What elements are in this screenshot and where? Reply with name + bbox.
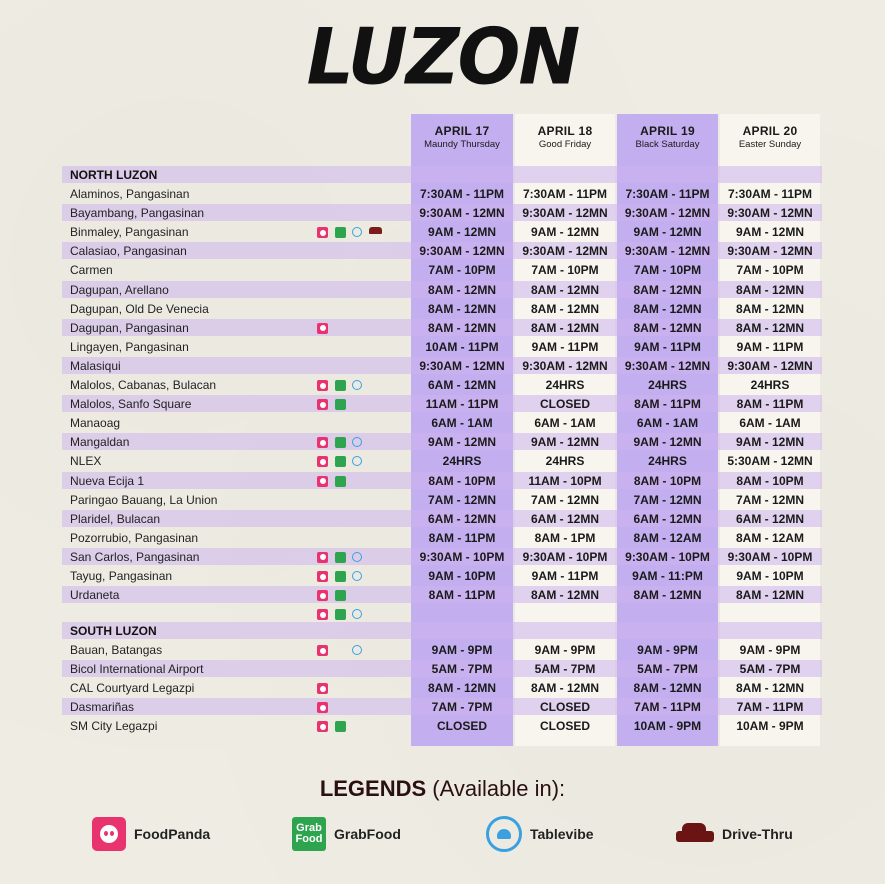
hours-cell: 9:30AM - 12MN [419,244,505,259]
hours-cell: 10AM - 9PM [736,719,804,734]
hours-cell: 7AM - 11PM [736,700,804,715]
hours-cell: 6AM - 1AM [534,416,596,431]
hours-cell: 8AM - 12AM [735,530,804,545]
hours-cell: 9:30AM - 12MN [727,358,813,373]
grabfood-icon [335,456,346,467]
hours-cell: 24HRS [750,378,790,392]
grabfood-icon [335,552,346,563]
grabfood-icon [335,437,346,448]
column-header-april-18 [515,114,615,168]
location-name: SM City Legazpi [70,719,158,734]
foodpanda-icon [317,399,328,410]
drive-thru-icon [369,227,382,234]
location-name: Bayambang, Pangasinan [70,206,205,221]
hours-cell: 6AM - 12MN [427,378,496,392]
hours-cell: 8AM - 12MN [530,320,599,335]
hours-cell: 8AM - 12MN [633,588,702,603]
hours-cell: CLOSED [539,719,590,734]
hours-cell: 9:30AM - 10PM [522,549,608,564]
hours-cell: 24HRS [648,378,687,392]
hours-cell: 9AM - 10PM [428,569,496,583]
hours-cell: 24HRS [648,454,687,469]
location-name: Pozorrubio, Pangasinan [70,530,199,545]
column-date: APRIL 17 [434,124,490,138]
hours-cell: 9AM - 12MN [735,225,804,240]
legend-foodpanda [92,816,210,852]
drive-thru-icon [676,823,714,845]
location-name: Binmaley, Pangasinan [70,225,189,240]
legend-title [0,776,885,802]
hours-cell: 11AM - 11PM [425,397,499,412]
hours-cell: 8AM - 10PM [428,473,496,488]
hours-cell: 7AM - 11PM [634,700,701,715]
page-title: LUZON [306,11,579,103]
hours-cell: 8AM - 1PM [534,530,596,545]
column-date: APRIL 19 [640,124,695,138]
section-header-north: NORTH LUZON [70,168,158,182]
hours-cell: 5:30AM - 12MN [727,454,813,469]
column-subtitle: Maundy Thursday [424,139,500,150]
hours-cell: 8AM - 12MN [427,681,496,696]
foodpanda-icon [92,817,126,851]
hours-cell: 9:30AM - 12MN [624,358,711,373]
location-name: Urdaneta [70,588,120,603]
hours-cell: 9:30AM - 10PM [625,549,710,564]
hours-cell: 9AM - 11PM [531,339,599,354]
column-date: APRIL 18 [537,124,593,138]
legend-label: Drive-Thru [722,826,793,842]
hours-cell: 9AM - 9PM [637,643,698,657]
location-name: Nueva Ecija 1 [70,473,145,488]
hours-cell: 9AM - 12MN [735,435,804,450]
hours-cell: 8AM - 12MN [735,282,804,297]
grabfood-icon: Grab Food [292,817,326,851]
location-name: Malolos, Sanfo Square [70,397,192,412]
hours-cell: 6AM - 12MN [530,511,599,526]
hours-cell: 9AM - 11PM [531,569,599,583]
location-name: Bicol International Airport [70,662,204,677]
hours-cell: 9AM - 12MN [530,435,599,450]
location-name: NLEX [70,454,102,469]
grabfood-icon [335,399,346,410]
hours-cell: 7:30AM - 11PM [522,187,608,201]
location-name: Lingayen, Pangasinan [70,339,189,354]
hours-cell: 8AM - 12MN [735,320,804,335]
column-subtitle: Easter Sunday [738,139,802,150]
hours-cell: 6AM - 1AM [636,416,699,431]
hours-cell: 24HRS [442,454,482,469]
hours-cell: 8AM - 12MN [633,301,702,316]
hours-cell: 5AM - 7PM [739,662,801,677]
hours-cell: CLOSED [539,700,590,715]
foodpanda-icon [317,609,328,620]
hours-cell: 9AM - 11PM [736,339,804,354]
legend-grabfood [292,816,401,852]
hours-cell: 6AM - 1AM [739,416,801,431]
location-name: Dagupan, Old De Venecia [70,301,209,316]
hours-cell: 7:30AM - 11PM [727,187,813,201]
location-name: Mangaldan [70,435,130,450]
hours-cell: 24HRS [545,454,585,469]
hours-cell: 6AM - 12MN [427,511,496,526]
legend-tablevibe [486,816,594,852]
column-header-april-17 [411,114,513,168]
foodpanda-icon [317,323,328,334]
hours-cell: 8AM - 11PM [428,588,496,603]
section-band-north [62,166,822,183]
foodpanda-icon [317,552,328,563]
hours-cell: 6AM - 1AM [431,416,493,431]
grabfood-icon [335,609,346,620]
foodpanda-icon [317,380,328,391]
tablevibe-icon [352,227,362,237]
legend-title-rest: (Available in): [426,776,566,801]
hours-cell: 10AM - 11PM [425,339,499,354]
hours-cell: 8AM - 12MN [427,320,496,335]
hours-cell: 7AM - 12MN [633,492,702,507]
hours-cell: 8AM - 12MN [530,282,599,297]
hours-cell: 9:30AM - 12MN [522,244,608,259]
legend-label: FoodPanda [134,826,211,842]
hours-cell: 24HRS [545,378,585,392]
tablevibe-icon [352,571,362,581]
hours-cell: 11AM - 10PM [528,473,602,488]
hours-cell: 9:30AM - 12MN [727,206,813,221]
column-subtitle: Black Saturday [635,139,700,150]
hours-cell: 9AM - 11PM [634,339,701,354]
section-band-south [62,622,822,639]
tablevibe-icon [352,645,362,655]
hours-cell: 8AM - 12MN [530,588,599,603]
hours-cell: 9AM - 9PM [739,643,801,657]
location-name: Malolos, Cabanas, Bulacan [70,378,217,392]
foodpanda-icon [317,645,328,656]
tablevibe-icon [352,456,362,466]
column-date: APRIL 20 [742,124,798,138]
foodpanda-icon [317,227,328,238]
location-name: Dasmariñas [70,700,135,715]
hours-cell: 8AM - 11PM [634,397,701,412]
foodpanda-icon [317,456,328,467]
hours-cell: 9:30AM - 10PM [727,549,813,564]
foodpanda-icon [317,702,328,713]
hours-cell: 7AM - 7PM [431,700,493,715]
grabfood-icon [335,380,346,391]
tablevibe-icon [352,380,362,390]
location-name: Calasiao, Pangasinan [70,244,187,259]
hours-cell: 6AM - 12MN [735,511,804,526]
hours-cell: 9AM - 12MN [633,435,702,450]
column-header-april-19 [617,114,718,168]
hours-cell: 8AM - 12MN [427,301,496,316]
hours-cell: 7AM - 10PM [633,263,702,278]
hours-cell: 8AM - 11PM [428,530,496,545]
hours-cell: 8AM - 12MN [735,588,804,603]
hours-cell: 9AM - 11:PM [632,569,703,583]
location-name: Dagupan, Arellano [70,282,169,297]
location-name: San Carlos, Pangasinan [70,549,200,564]
hours-cell: 9AM - 12MN [530,225,599,240]
tablevibe-icon [486,816,522,852]
hours-cell: 6AM - 12MN [633,511,702,526]
location-name: Malasiqui [70,358,121,373]
foodpanda-icon [317,571,328,582]
hours-cell: 8AM - 12MN [735,301,804,316]
location-name: Tayug, Pangasinan [70,569,173,583]
hours-cell: 9AM - 12MN [427,225,496,240]
hours-cell: 9:30AM - 12MN [419,206,505,221]
hours-cell: 7AM - 10PM [736,263,804,278]
column-subtitle: Good Friday [538,139,592,150]
grabfood-icon [335,721,346,732]
hours-cell: 9:30AM - 12MN [522,206,608,221]
hours-cell: 9AM - 9PM [431,643,493,657]
grabfood-icon [335,227,346,238]
tablevibe-icon [352,552,362,562]
legend-title-bold: LEGENDS [319,776,427,801]
section-header-south: SOUTH LUZON [70,624,157,638]
foodpanda-icon [317,590,328,601]
hours-cell: 9AM - 12MN [633,225,702,240]
hours-cell: 8AM - 10PM [736,473,804,488]
hours-cell: 8AM - 12AM [633,530,702,545]
hours-cell: 9AM - 10PM [736,569,804,583]
hours-cell: 9:30AM - 12MN [419,358,505,373]
hours-cell: CLOSED [539,397,590,412]
hours-cell: 5AM - 7PM [431,662,493,677]
hours-cell: 7:30AM - 11PM [419,187,505,201]
hours-cell: 9:30AM - 12MN [522,358,608,373]
hours-cell: 10AM - 9PM [633,719,702,734]
location-name: CAL Courtyard Legazpi [70,681,195,696]
hours-cell: 9:30AM - 10PM [419,549,505,564]
hours-cell: 9AM - 9PM [534,643,596,657]
location-name: Plaridel, Bulacan [70,511,161,526]
location-name: Dagupan, Pangasinan [70,320,189,335]
hours-cell: 8AM - 12MN [633,681,702,696]
grabfood-icon [335,476,346,487]
hours-cell: 9:30AM - 12MN [624,244,711,259]
hours-cell: 8AM - 12MN [530,301,599,316]
grabfood-icon [335,571,346,582]
hours-cell: 5AM - 7PM [534,662,596,677]
hours-cell: 7AM - 12MN [530,492,599,507]
foodpanda-icon [317,721,328,732]
location-name: Manaoag [70,416,121,431]
hours-cell: 7:30AM - 11PM [625,187,710,201]
location-name: Paringao Bauang, La Union [70,492,218,507]
hours-cell: 7AM - 10PM [428,263,496,278]
hours-cell: 7AM - 12MN [735,492,804,507]
hours-cell: 8AM - 12MN [530,681,599,696]
foodpanda-icon [317,476,328,487]
hours-cell: 9AM - 12MN [427,435,496,450]
legend-drive-thru [676,816,793,852]
legend-label: GrabFood [334,826,401,842]
hours-cell: 8AM - 10PM [633,473,702,488]
hours-cell: 8AM - 12MN [633,320,702,335]
hours-cell: 7AM - 12MN [427,492,496,507]
foodpanda-icon [317,683,328,694]
hours-cell: 9:30AM - 12MN [624,206,711,221]
hours-cell: CLOSED [436,719,487,734]
location-name: Carmen [70,263,113,278]
tablevibe-icon [352,609,362,619]
legend-label: Tablevibe [530,826,594,842]
hours-cell: 8AM - 11PM [736,397,804,412]
hours-cell: 7AM - 10PM [531,263,599,278]
hours-cell: 8AM - 12MN [633,282,702,297]
hours-cell: 8AM - 12MN [735,681,804,696]
grabfood-icon [335,590,346,601]
hours-cell: 5AM - 7PM [637,662,698,677]
hours-cell: 8AM - 12MN [427,282,496,297]
location-name: Alaminos, Pangasinan [70,187,190,201]
foodpanda-icon [317,437,328,448]
hours-cell: 9:30AM - 12MN [727,244,813,259]
location-name: Bauan, Batangas [70,643,163,657]
column-header-april-20 [720,114,820,168]
